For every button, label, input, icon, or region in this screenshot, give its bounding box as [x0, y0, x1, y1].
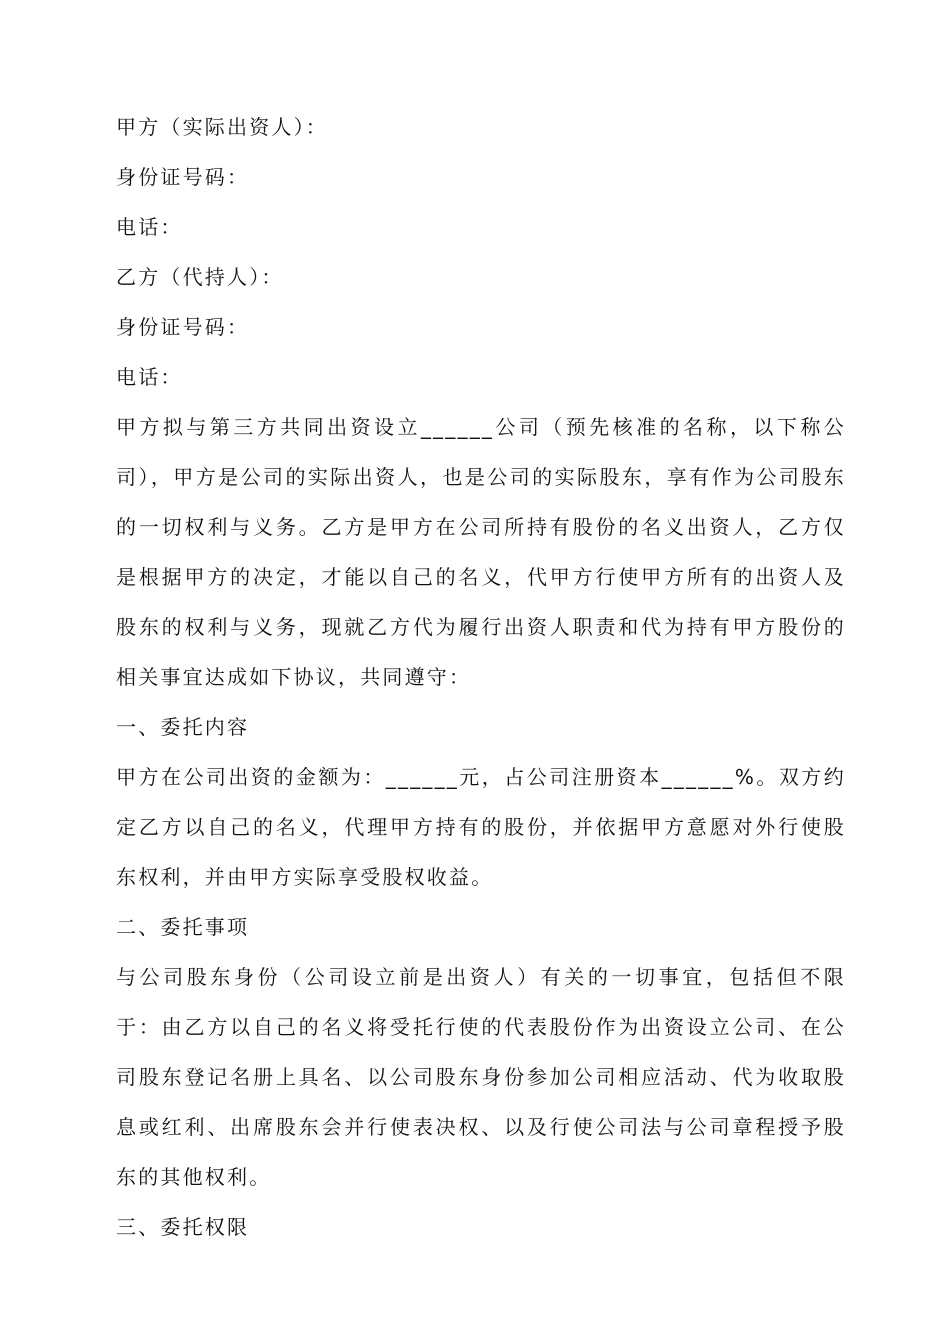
party-a-phone-label: 电话：	[116, 215, 183, 239]
section-2-heading: 二、委托事项	[116, 915, 250, 939]
section-3-heading: 三、委托权限	[116, 1215, 250, 1239]
party-b-phone-label: 电话：	[116, 365, 183, 389]
party-b-id-label: 身份证号码：	[116, 315, 250, 339]
party-a-id-label: 身份证号码：	[116, 165, 250, 189]
agreement-body	[116, 102, 846, 1252]
section-1-heading: 一、委托内容	[116, 715, 250, 739]
section-2-paragraph: 与公司股东身份（公司设立前是出资人）有关的一切事宜，包括但不限于：由乙方以自己的名义将受托行使的代表股份作为出资设立公司、在公司股东登记名册上具名、以公司股东身份参加公司相应活动、代为收取股息或红利、出席股东会并行使表决权、以及行使公司法与公司章程授予股东的其他权利。	[116, 965, 846, 1189]
preamble-paragraph: 甲方拟与第三方共同出资设立______公司（预先核准的名称，以下称公司），甲方是公司的实际出资人，也是公司的实际股东，享有作为公司股东的一切权利与义务。乙方是甲方在公司所持有股份的名义出资人，乙方仅是根据甲方的决定，才能以自己的名义，代甲方行使甲方所有的出资人及股东的权利与义务，现就乙方代为履行出资人职责和代为持有甲方股份的相关事宜达成如下协议，共同遵守：	[116, 415, 846, 689]
party-b-label: 乙方（代持人）：	[116, 265, 284, 289]
party-a-label: 甲方（实际出资人）：	[116, 115, 328, 139]
section-1-paragraph: 甲方在公司出资的金额为：______元，占公司注册资本______%。双方约定乙方以自己的名义，代理甲方持有的股份，并依据甲方意愿对外行使股东权利，并由甲方实际享受股权收益。	[116, 765, 846, 889]
